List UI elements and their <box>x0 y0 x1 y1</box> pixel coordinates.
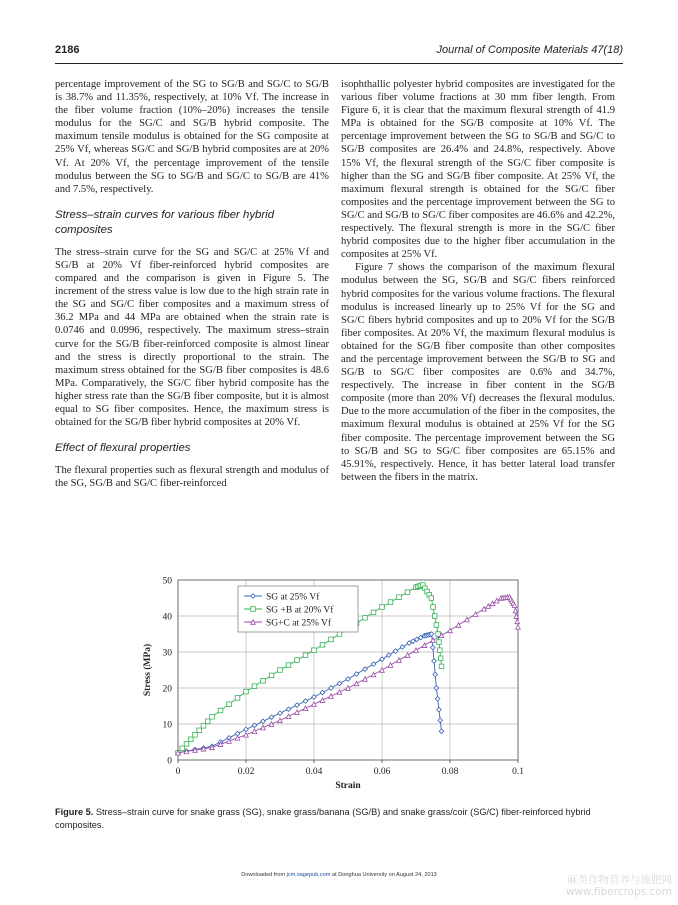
running-header <box>55 44 623 62</box>
data-point <box>235 736 240 741</box>
data-point <box>400 645 405 650</box>
data-point <box>286 663 291 668</box>
data-point <box>244 733 249 738</box>
legend-marker <box>251 607 256 612</box>
data-point <box>295 658 300 663</box>
data-point <box>490 601 495 606</box>
data-point <box>201 724 206 729</box>
section-heading: Stress–strain curves for various fiber hybrid composites <box>55 208 275 236</box>
data-point <box>180 746 185 751</box>
data-point <box>516 625 521 630</box>
data-point <box>438 718 443 723</box>
x-tick-label: 0.04 <box>305 767 323 777</box>
watermark <box>566 874 672 898</box>
data-point <box>346 677 351 682</box>
data-point <box>218 708 223 713</box>
data-point <box>312 648 317 653</box>
y-tick-label: 10 <box>162 720 172 731</box>
data-point <box>431 638 436 643</box>
paragraph: The stress–strain curve for the SG and SG/C at 25% Vf and SG/B at 20% Vf fiber-reinforced hybrid composites are compared and the comparison is given in Figure 5. The increment of the stress value is low due to the high strain rate in the SG and SG/C fiber composites and a maximum stress of 36.2 MPa and 44 MPa are obtained when the strain rate is 0.0746 and 0.0996, respectively. The maximum stress–strain curve for the SG/B fiber-reinforced composite is almost linear and the stress is directly proportional to the strain. The maximum stress obtained for the SG/B fiber composites is 48.6 MPa. Comparatively, the SG/C fiber hybrid composite has the higher stress rate than the SG/B fiber composite, but it is almost equal to SG fiber composites. Hence, the maximum stress is obtained for the SG/B fiber hybrid composites at 20% Vf. <box>55 246 329 429</box>
data-point <box>405 653 410 658</box>
data-point <box>227 702 232 707</box>
y-tick-label: 20 <box>162 684 172 695</box>
data-point <box>205 719 210 724</box>
x-tick-label: 0.1 <box>512 767 524 777</box>
data-point <box>405 590 410 595</box>
data-point <box>371 610 376 615</box>
data-point <box>371 662 376 667</box>
data-point <box>184 742 189 747</box>
x-axis-label: Strain <box>335 781 361 791</box>
data-point <box>303 653 308 658</box>
data-point <box>320 690 325 695</box>
data-point <box>393 649 398 654</box>
data-point <box>363 667 368 672</box>
data-point <box>432 614 437 619</box>
y-tick-label: 50 <box>162 576 172 587</box>
section-heading: Effect of flexural properties <box>55 442 191 455</box>
data-point <box>437 707 442 712</box>
data-point <box>320 698 325 703</box>
data-point <box>295 710 300 715</box>
data-point <box>337 681 342 686</box>
data-point <box>197 728 202 733</box>
data-point <box>433 672 438 677</box>
data-point <box>380 657 385 662</box>
footer-prefix: Downloaded from <box>241 872 286 878</box>
data-point <box>388 600 393 605</box>
data-point <box>388 663 393 668</box>
data-point <box>465 617 470 622</box>
data-point <box>437 640 442 645</box>
left-column <box>55 78 329 490</box>
data-point <box>286 707 291 712</box>
data-point <box>227 739 232 744</box>
data-point <box>261 679 266 684</box>
data-point <box>494 598 499 603</box>
data-point <box>432 659 437 664</box>
stress-strain-chart <box>130 572 530 792</box>
data-point <box>261 725 266 730</box>
data-point <box>422 643 427 648</box>
x-tick-label: 0.06 <box>373 767 391 777</box>
footer-suffix: at Donghua University on August 24, 2013 <box>332 872 437 878</box>
data-point <box>513 608 518 613</box>
footer-link[interactable]: jcm.sagepub.com <box>286 872 331 878</box>
data-point <box>456 623 461 628</box>
caption-label: Figure 5. <box>55 807 94 817</box>
journal-title: Journal of Composite Materials 47(18) <box>436 44 623 56</box>
data-point <box>354 681 359 686</box>
data-point <box>320 643 325 648</box>
data-point <box>286 714 291 719</box>
data-point <box>252 729 257 734</box>
data-point <box>269 715 274 720</box>
data-point <box>252 684 257 689</box>
y-axis-label: Stress (MPa) <box>143 643 153 697</box>
data-point <box>235 696 240 701</box>
data-point <box>269 673 274 678</box>
data-point <box>473 612 478 617</box>
data-point <box>380 605 385 610</box>
data-point <box>431 605 436 610</box>
data-point <box>337 632 342 637</box>
data-point <box>244 727 249 732</box>
legend-label: SG at 25% Vf <box>266 592 320 603</box>
watermark-line: 麻类作物营养与施肥网 <box>567 874 672 886</box>
data-point <box>363 677 368 682</box>
data-point <box>303 706 308 711</box>
y-tick-label: 40 <box>162 612 172 623</box>
paragraph: Figure 7 shows the comparison of the maximum flexural modulus between the SG, SG/B and SG/C fibers reinforced hybrid composites for the various volume fractions. The flexural modulus is increased linearly up to 25% Vf for the SG and SG/C fibers hybrid composites and up to 20% Vf for the SG/B fiber composites. At 20% Vf, the maximum flexural modulus is obtained for the SG/B fiber composite than other composites and the percentage improvement between the SG/B to SG and SG/B to SG/C fiber composites are 0.6% and 34.7%, respectively. The increase in fiber content in the SG/B composite (more than 20% Vf) decreases the flexural modulus. Due to the more accumulation of the fiber in the composites, the maximum flexural modulus is obtained at 25% Vf for the SG fiber composite. The percentage improvement between the SG to SG/B and SG to SG/C fiber composites are 65.15% and 45.91%, respectively. Hence, it has better lateral load transfer between the fibers in the matrix. <box>341 262 615 483</box>
paragraph: The flexural properties such as flexural strength and modulus of the SG, SG/B and SG/C fiber-reinforced <box>55 465 329 490</box>
data-point <box>431 645 436 650</box>
data-point <box>354 672 359 677</box>
data-point <box>434 623 439 628</box>
data-point <box>329 694 334 699</box>
figure-caption <box>55 806 623 831</box>
data-point <box>278 711 283 716</box>
data-point <box>429 596 434 601</box>
data-point <box>387 653 392 658</box>
data-point <box>337 690 342 695</box>
data-point <box>261 719 266 724</box>
data-point <box>414 648 419 653</box>
data-point <box>244 689 249 694</box>
data-point <box>295 703 300 708</box>
legend-label: SG +B at 20% Vf <box>266 605 334 616</box>
header-rule <box>55 63 623 64</box>
watermark-line: www.fibercrops.com <box>565 886 672 898</box>
paragraph: isophthallic polyester hybrid composites are investigated for the various fiber volume fractions at 30 mm fiber length. From Figure 6, it is clear that the maximum flexural strength of 41.9 MPa is obtained for the SG/B composite at 10% Vf. The percentage improvement between the SG to SG/B and SG/C to SG/B composites are 26.4% and 24.8%, respectively. Above 15% Vf, the flexural strength of the SG/C fiber composite is higher than the SG and SG/B fiber composite. At 25% Vf, the maximum flexural strength is obtained for the SG/C fiber composites and the percentage improvement between the SG to SG/C and SG/B to SG/C fiber composites are 46.6% and 42.2%, respectively. The flexural strength is more in the SG/C fiber hybrid composites due to the higher fiber accumulation in the composites at 25% Vf. <box>341 79 615 261</box>
data-point <box>397 658 402 663</box>
data-point <box>363 616 368 621</box>
data-point <box>436 632 441 637</box>
data-point <box>188 737 193 742</box>
y-tick-label: 30 <box>162 648 172 659</box>
data-point <box>438 656 443 661</box>
data-point <box>448 628 453 633</box>
caption-text: Stress–strain curve for snake grass (SG), snake grass/banana (SG/B) and snake grass/coir (SG/C) fiber-reinforced hybrid composites. <box>55 807 591 830</box>
data-point <box>380 668 385 673</box>
data-point <box>439 664 444 669</box>
data-point <box>278 668 283 673</box>
legend-label: SG+C at 25% Vf <box>266 618 332 629</box>
data-point <box>371 672 376 677</box>
data-point <box>312 695 317 700</box>
right-column <box>341 78 615 484</box>
paragraph: percentage improvement of the SG to SG/B and SG/C to SG/B is 38.7% and 11.35%, respectively, at 10% Vf. The increase in the fiber volume fraction (10%–20%) increases the tensile modulus for the SG/C and SG/B hybrid composite. The maximum tensile modulus is obtained for the SG composite at 25% Vf, whereas SG/C and SG/B hybrid composites are at 20% Vf. At 20% Vf, the percentage improvement of the tensile modulus between the SG to SG/B and SG/C to SG/B are 41% and 7.5%, respectively. <box>55 79 329 195</box>
x-tick-label: 0 <box>175 767 181 777</box>
data-point <box>278 718 283 723</box>
data-point <box>435 697 440 702</box>
data-point <box>439 729 444 734</box>
data-point <box>515 619 520 624</box>
data-point <box>303 699 308 704</box>
data-point <box>329 637 334 642</box>
data-point <box>329 686 334 691</box>
data-point <box>438 648 443 653</box>
page-number: 2186 <box>55 44 80 56</box>
x-tick-label: 0.08 <box>441 767 459 777</box>
data-point <box>193 733 198 738</box>
x-tick-label: 0.02 <box>237 767 255 777</box>
data-point <box>210 715 215 720</box>
y-tick-label: 0 <box>167 756 172 767</box>
data-point <box>397 595 402 600</box>
data-point <box>434 686 439 691</box>
data-point <box>312 702 317 707</box>
